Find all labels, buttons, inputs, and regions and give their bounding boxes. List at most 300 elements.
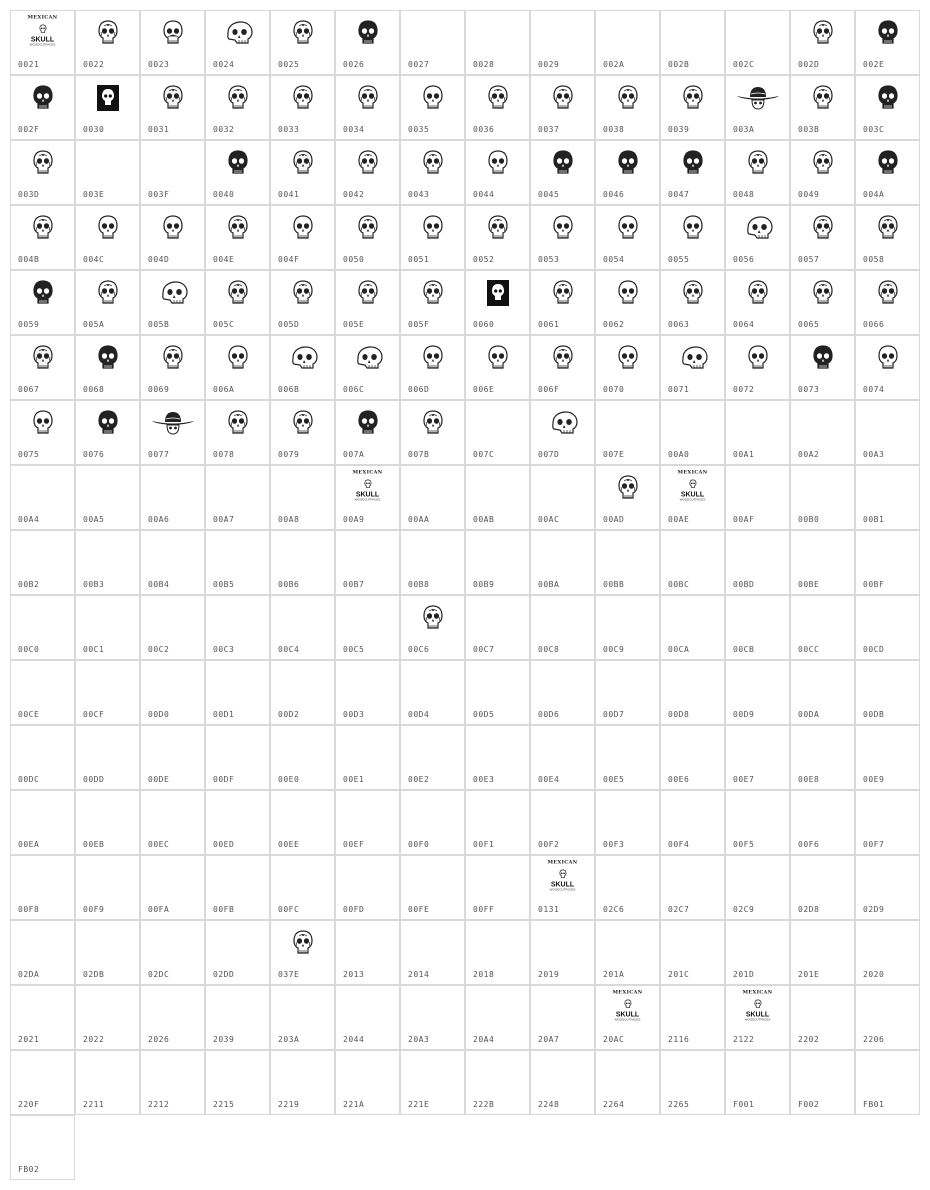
glyph-cell[interactable] bbox=[465, 75, 530, 140]
glyph-cell[interactable] bbox=[855, 10, 920, 75]
glyph-cell[interactable] bbox=[270, 140, 335, 205]
glyph-cell[interactable] bbox=[790, 1050, 855, 1115]
skull-ornate-icon bbox=[812, 215, 834, 241]
glyph-cell[interactable] bbox=[270, 530, 335, 595]
glyph-cell[interactable] bbox=[400, 1050, 465, 1115]
glyph-cell[interactable] bbox=[790, 920, 855, 985]
glyph-cell[interactable] bbox=[75, 595, 140, 660]
glyph-cell[interactable] bbox=[530, 985, 595, 1050]
glyph-cell[interactable] bbox=[855, 855, 920, 920]
glyph-cell[interactable] bbox=[465, 595, 530, 660]
glyph-cell[interactable] bbox=[270, 335, 335, 400]
glyph-cell[interactable] bbox=[855, 140, 920, 205]
glyph-cell[interactable] bbox=[75, 660, 140, 725]
glyph-cell[interactable] bbox=[205, 790, 270, 855]
glyph-cell[interactable] bbox=[725, 335, 790, 400]
glyph-cell[interactable] bbox=[140, 855, 205, 920]
glyph-cell[interactable] bbox=[270, 10, 335, 75]
skull-ornate-icon bbox=[812, 280, 834, 306]
glyph-cell[interactable] bbox=[660, 75, 725, 140]
skull-side-icon bbox=[353, 346, 383, 370]
glyph-cell[interactable] bbox=[335, 595, 400, 660]
glyph-cell[interactable] bbox=[140, 920, 205, 985]
glyph-code-label: 0032 bbox=[213, 125, 235, 134]
skull-outline-icon bbox=[292, 215, 314, 241]
glyph-cell[interactable] bbox=[335, 530, 400, 595]
glyph-cell[interactable] bbox=[465, 465, 530, 530]
glyph-code-label: 00C3 bbox=[213, 645, 235, 654]
glyph-cell[interactable] bbox=[660, 1050, 725, 1115]
skull-light-icon bbox=[292, 150, 314, 176]
glyph-cell[interactable] bbox=[400, 140, 465, 205]
glyph-cell[interactable] bbox=[660, 530, 725, 595]
glyph-code-label: 00F0 bbox=[408, 840, 430, 849]
glyph-cell[interactable] bbox=[205, 335, 270, 400]
glyph-cell[interactable] bbox=[75, 465, 140, 530]
glyph-cell[interactable] bbox=[335, 205, 400, 270]
glyph-cell[interactable] bbox=[10, 790, 75, 855]
glyph-cell[interactable] bbox=[140, 725, 205, 790]
glyph-code-label: F002 bbox=[798, 1100, 820, 1109]
glyph-cell[interactable] bbox=[660, 335, 725, 400]
glyph-code-label: 00F1 bbox=[473, 840, 495, 849]
glyph-cell[interactable] bbox=[595, 855, 660, 920]
glyph-cell[interactable] bbox=[140, 530, 205, 595]
glyph-cell[interactable] bbox=[465, 205, 530, 270]
glyph-cell[interactable] bbox=[140, 205, 205, 270]
glyph-cell[interactable] bbox=[270, 855, 335, 920]
glyph-cell[interactable] bbox=[400, 660, 465, 725]
mexican-skull-logo: MEXICAN SKULL WOODCUTFACES bbox=[547, 859, 578, 892]
glyph-cell[interactable] bbox=[335, 985, 400, 1050]
glyph-cell[interactable] bbox=[140, 1050, 205, 1115]
glyph-cell[interactable] bbox=[595, 75, 660, 140]
glyph-code-label: 00F4 bbox=[668, 840, 690, 849]
glyph-cell[interactable] bbox=[270, 725, 335, 790]
glyph-cell[interactable] bbox=[855, 725, 920, 790]
glyph-cell[interactable] bbox=[10, 140, 75, 205]
glyph-code-label: 00F7 bbox=[863, 840, 885, 849]
glyph-cell[interactable] bbox=[335, 75, 400, 140]
glyph-code-label: 0049 bbox=[798, 190, 820, 199]
glyph-cell[interactable] bbox=[595, 595, 660, 660]
glyph-cell[interactable] bbox=[660, 855, 725, 920]
glyph-cell[interactable] bbox=[205, 1050, 270, 1115]
glyph-cell[interactable] bbox=[530, 10, 595, 75]
skull-outline-icon bbox=[487, 345, 509, 371]
glyph-cell[interactable] bbox=[465, 400, 530, 465]
glyph-cell[interactable] bbox=[660, 270, 725, 335]
glyph-cell[interactable] bbox=[660, 140, 725, 205]
glyph-cell[interactable] bbox=[10, 10, 75, 75]
glyph-cell[interactable] bbox=[595, 1050, 660, 1115]
glyph-cell[interactable] bbox=[140, 335, 205, 400]
glyph-cell[interactable] bbox=[75, 270, 140, 335]
glyph-code-label: 004E bbox=[213, 255, 235, 264]
glyph-cell[interactable] bbox=[530, 400, 595, 465]
glyph-cell[interactable] bbox=[270, 920, 335, 985]
glyph-cell[interactable] bbox=[660, 920, 725, 985]
glyph-cell[interactable] bbox=[725, 660, 790, 725]
glyph-cell[interactable] bbox=[725, 205, 790, 270]
glyph-cell[interactable] bbox=[725, 855, 790, 920]
glyph-cell[interactable] bbox=[790, 530, 855, 595]
glyph-cell[interactable] bbox=[660, 660, 725, 725]
glyph-cell[interactable] bbox=[595, 465, 660, 530]
glyph-cell[interactable] bbox=[10, 595, 75, 660]
glyph-cell[interactable] bbox=[725, 465, 790, 530]
skull-dark-icon bbox=[877, 20, 899, 46]
glyph-code-label: 0021 bbox=[18, 60, 40, 69]
glyph-cell[interactable] bbox=[790, 75, 855, 140]
glyph-cell[interactable] bbox=[205, 140, 270, 205]
glyph-cell[interactable] bbox=[75, 920, 140, 985]
glyph-cell[interactable] bbox=[790, 270, 855, 335]
glyph-cell[interactable] bbox=[790, 985, 855, 1050]
glyph-cell[interactable] bbox=[335, 1050, 400, 1115]
glyph-code-label: 00A1 bbox=[733, 450, 755, 459]
glyph-cell[interactable] bbox=[10, 530, 75, 595]
glyph-code-label: 02DC bbox=[148, 970, 170, 979]
glyph-cell[interactable] bbox=[855, 205, 920, 270]
glyph-cell[interactable] bbox=[595, 270, 660, 335]
glyph-cell[interactable] bbox=[725, 530, 790, 595]
glyph-cell[interactable] bbox=[725, 595, 790, 660]
glyph-cell[interactable] bbox=[400, 725, 465, 790]
glyph-code-label: 006A bbox=[213, 385, 235, 394]
glyph-cell[interactable] bbox=[270, 270, 335, 335]
glyph-cell[interactable] bbox=[660, 400, 725, 465]
glyph-cell[interactable] bbox=[335, 790, 400, 855]
glyph-cell[interactable] bbox=[855, 1050, 920, 1115]
glyph-cell[interactable] bbox=[140, 75, 205, 140]
glyph-cell[interactable] bbox=[400, 920, 465, 985]
glyph-cell[interactable] bbox=[400, 270, 465, 335]
glyph-cell[interactable] bbox=[270, 985, 335, 1050]
glyph-cell[interactable] bbox=[725, 725, 790, 790]
glyph-cell[interactable] bbox=[10, 465, 75, 530]
glyph-cell[interactable] bbox=[725, 790, 790, 855]
glyph-cell[interactable] bbox=[530, 465, 595, 530]
glyph-cell[interactable] bbox=[855, 465, 920, 530]
glyph-cell[interactable] bbox=[140, 10, 205, 75]
skull-side-icon bbox=[548, 411, 578, 435]
glyph-cell[interactable] bbox=[725, 920, 790, 985]
glyph-cell[interactable] bbox=[75, 725, 140, 790]
glyph-code-label: 0024 bbox=[213, 60, 235, 69]
glyph-cell[interactable] bbox=[270, 400, 335, 465]
glyph-cell[interactable] bbox=[140, 465, 205, 530]
skull-outline-icon bbox=[422, 215, 444, 241]
glyph-cell[interactable] bbox=[855, 920, 920, 985]
glyph-cell[interactable] bbox=[530, 530, 595, 595]
glyph-cell[interactable] bbox=[75, 985, 140, 1050]
glyph-code-label: 00DD bbox=[83, 775, 105, 784]
glyph-cell[interactable] bbox=[790, 335, 855, 400]
glyph-cell[interactable] bbox=[140, 985, 205, 1050]
glyph-cell[interactable] bbox=[465, 10, 530, 75]
glyph-cell[interactable] bbox=[725, 140, 790, 205]
skull-ornate-icon bbox=[357, 150, 379, 176]
glyph-cell[interactable] bbox=[10, 400, 75, 465]
glyph-cell[interactable] bbox=[335, 465, 400, 530]
glyph-cell[interactable] bbox=[10, 725, 75, 790]
glyph-cell[interactable] bbox=[530, 595, 595, 660]
glyph-code-label: 2039 bbox=[213, 1035, 235, 1044]
glyph-cell[interactable] bbox=[790, 10, 855, 75]
glyph-cell[interactable] bbox=[595, 400, 660, 465]
glyph-cell[interactable] bbox=[75, 530, 140, 595]
glyph-cell[interactable] bbox=[855, 660, 920, 725]
glyph-cell[interactable] bbox=[270, 660, 335, 725]
glyph-cell[interactable] bbox=[595, 205, 660, 270]
glyph-cell[interactable] bbox=[140, 400, 205, 465]
glyph-cell[interactable] bbox=[10, 855, 75, 920]
glyph-cell[interactable] bbox=[400, 530, 465, 595]
glyph-cell[interactable] bbox=[205, 10, 270, 75]
glyph-code-label: 002F bbox=[18, 125, 40, 134]
glyph-cell[interactable] bbox=[140, 790, 205, 855]
glyph-cell[interactable] bbox=[465, 1050, 530, 1115]
glyph-cell[interactable] bbox=[855, 75, 920, 140]
glyph-cell[interactable] bbox=[75, 790, 140, 855]
glyph-cell[interactable] bbox=[660, 10, 725, 75]
glyph-cell[interactable] bbox=[400, 595, 465, 660]
glyph-cell[interactable] bbox=[10, 75, 75, 140]
glyph-cell[interactable] bbox=[75, 75, 140, 140]
glyph-cell[interactable] bbox=[790, 140, 855, 205]
glyph-code-label: 00BE bbox=[798, 580, 820, 589]
glyph-code-label: 201E bbox=[798, 970, 820, 979]
glyph-cell[interactable] bbox=[595, 790, 660, 855]
glyph-cell[interactable] bbox=[855, 985, 920, 1050]
glyph-cell[interactable] bbox=[725, 75, 790, 140]
glyph-cell[interactable] bbox=[335, 335, 400, 400]
glyph-cell[interactable] bbox=[400, 205, 465, 270]
glyph-code-label: 00D1 bbox=[213, 710, 235, 719]
glyph-cell[interactable] bbox=[465, 725, 530, 790]
glyph-cell[interactable] bbox=[205, 530, 270, 595]
glyph-cell[interactable] bbox=[855, 400, 920, 465]
glyph-cell[interactable] bbox=[335, 270, 400, 335]
glyph-code-label: 006F bbox=[538, 385, 560, 394]
glyph-cell[interactable] bbox=[725, 10, 790, 75]
skull-dark-icon bbox=[812, 345, 834, 371]
glyph-cell[interactable] bbox=[205, 205, 270, 270]
glyph-cell[interactable] bbox=[855, 595, 920, 660]
glyph-cell[interactable] bbox=[270, 595, 335, 660]
glyph-code-label: 0036 bbox=[473, 125, 495, 134]
glyph-cell[interactable] bbox=[530, 75, 595, 140]
glyph-cell[interactable] bbox=[465, 790, 530, 855]
glyph-cell[interactable] bbox=[855, 790, 920, 855]
glyph-cell[interactable] bbox=[205, 595, 270, 660]
glyph-code-label: 00E7 bbox=[733, 775, 755, 784]
glyph-cell[interactable] bbox=[270, 790, 335, 855]
glyph-cell[interactable] bbox=[530, 335, 595, 400]
skull-outline-icon bbox=[877, 345, 899, 371]
glyph-cell[interactable] bbox=[140, 270, 205, 335]
glyph-cell[interactable] bbox=[205, 465, 270, 530]
glyph-cell[interactable] bbox=[530, 660, 595, 725]
glyph-cell[interactable] bbox=[10, 205, 75, 270]
glyph-cell[interactable] bbox=[530, 140, 595, 205]
glyph-cell[interactable] bbox=[270, 465, 335, 530]
glyph-cell[interactable] bbox=[790, 465, 855, 530]
glyph-cell[interactable] bbox=[75, 1050, 140, 1115]
glyph-cell[interactable] bbox=[205, 270, 270, 335]
glyph-cell[interactable] bbox=[75, 205, 140, 270]
glyph-cell[interactable] bbox=[530, 790, 595, 855]
glyph-cell[interactable] bbox=[660, 465, 725, 530]
glyph-cell[interactable] bbox=[530, 1050, 595, 1115]
glyph-code-label: 00B4 bbox=[148, 580, 170, 589]
glyph-cell[interactable] bbox=[205, 920, 270, 985]
glyph-cell[interactable] bbox=[400, 465, 465, 530]
glyph-cell[interactable] bbox=[465, 920, 530, 985]
glyph-cell[interactable] bbox=[595, 10, 660, 75]
glyph-cell[interactable] bbox=[205, 400, 270, 465]
glyph-cell[interactable] bbox=[205, 75, 270, 140]
glyph-code-label: 00D0 bbox=[148, 710, 170, 719]
glyph-code-label: 2013 bbox=[343, 970, 365, 979]
glyph-cell[interactable] bbox=[595, 140, 660, 205]
glyph-cell[interactable] bbox=[530, 920, 595, 985]
glyph-cell[interactable] bbox=[335, 10, 400, 75]
glyph-code-label: 2122 bbox=[733, 1035, 755, 1044]
glyph-cell[interactable] bbox=[660, 205, 725, 270]
glyph-cell[interactable] bbox=[660, 985, 725, 1050]
glyph-code-label: 002B bbox=[668, 60, 690, 69]
glyph-cell[interactable] bbox=[400, 10, 465, 75]
glyph-cell[interactable] bbox=[75, 10, 140, 75]
glyph-cell[interactable] bbox=[855, 335, 920, 400]
glyph-code-label: 037E bbox=[278, 970, 300, 979]
glyph-cell[interactable] bbox=[790, 855, 855, 920]
glyph-cell[interactable] bbox=[400, 790, 465, 855]
glyph-cell[interactable] bbox=[400, 400, 465, 465]
glyph-code-label: 0043 bbox=[408, 190, 430, 199]
glyph-cell[interactable] bbox=[140, 595, 205, 660]
glyph-cell[interactable] bbox=[335, 855, 400, 920]
glyph-code-label: 0078 bbox=[213, 450, 235, 459]
glyph-cell[interactable] bbox=[855, 530, 920, 595]
glyph-cell[interactable] bbox=[465, 530, 530, 595]
glyph-code-label: 0067 bbox=[18, 385, 40, 394]
glyph-cell[interactable] bbox=[790, 205, 855, 270]
glyph-cell[interactable] bbox=[595, 920, 660, 985]
glyph-cell[interactable] bbox=[465, 985, 530, 1050]
glyph-cell[interactable] bbox=[790, 595, 855, 660]
glyph-code-label: 0044 bbox=[473, 190, 495, 199]
glyph-cell[interactable] bbox=[140, 660, 205, 725]
glyph-code-label: 0051 bbox=[408, 255, 430, 264]
glyph-code-label: 00A7 bbox=[213, 515, 235, 524]
glyph-cell[interactable] bbox=[10, 335, 75, 400]
glyph-cell[interactable] bbox=[75, 140, 140, 205]
glyph-code-label: 0023 bbox=[148, 60, 170, 69]
glyph-code-label: 00BD bbox=[733, 580, 755, 589]
skull-ornate-icon bbox=[227, 85, 249, 111]
glyph-cell[interactable] bbox=[465, 140, 530, 205]
glyph-code-label: 2212 bbox=[148, 1100, 170, 1109]
glyph-cell[interactable] bbox=[465, 335, 530, 400]
glyph-cell[interactable] bbox=[75, 400, 140, 465]
glyph-cell[interactable] bbox=[465, 660, 530, 725]
glyph-cell[interactable] bbox=[400, 75, 465, 140]
glyph-cell[interactable] bbox=[270, 1050, 335, 1115]
glyph-cell[interactable] bbox=[205, 855, 270, 920]
glyph-cell[interactable] bbox=[335, 140, 400, 205]
glyph-cell[interactable] bbox=[205, 660, 270, 725]
glyph-cell[interactable] bbox=[400, 855, 465, 920]
glyph-cell[interactable] bbox=[855, 270, 920, 335]
glyph-cell[interactable] bbox=[140, 140, 205, 205]
glyph-cell[interactable] bbox=[660, 725, 725, 790]
glyph-cell[interactable] bbox=[660, 790, 725, 855]
glyph-cell[interactable] bbox=[400, 335, 465, 400]
glyph-cell[interactable] bbox=[205, 985, 270, 1050]
glyph-cell[interactable] bbox=[595, 530, 660, 595]
glyph-cell[interactable] bbox=[10, 920, 75, 985]
glyph-cell[interactable] bbox=[465, 855, 530, 920]
glyph-cell[interactable] bbox=[595, 725, 660, 790]
glyph-cell[interactable] bbox=[530, 270, 595, 335]
glyph-cell[interactable] bbox=[335, 725, 400, 790]
glyph-cell[interactable] bbox=[75, 335, 140, 400]
glyph-cell[interactable] bbox=[10, 1050, 75, 1115]
glyph-cell[interactable] bbox=[660, 595, 725, 660]
glyph-cell[interactable] bbox=[335, 660, 400, 725]
glyph-code-label: 0079 bbox=[278, 450, 300, 459]
glyph-cell[interactable] bbox=[725, 1050, 790, 1115]
glyph-cell[interactable] bbox=[790, 725, 855, 790]
glyph-cell[interactable] bbox=[10, 270, 75, 335]
glyph-cell[interactable] bbox=[10, 1115, 75, 1180]
glyph-code-label: 00AA bbox=[408, 515, 430, 524]
glyph-code-label: 00ED bbox=[213, 840, 235, 849]
glyph-cell[interactable] bbox=[10, 985, 75, 1050]
glyph-cell[interactable] bbox=[335, 400, 400, 465]
glyph-cell[interactable] bbox=[790, 790, 855, 855]
glyph-cell[interactable] bbox=[790, 400, 855, 465]
glyph-cell[interactable] bbox=[335, 920, 400, 985]
glyph-code-label: FB01 bbox=[863, 1100, 885, 1109]
glyph-code-label: 00B7 bbox=[343, 580, 365, 589]
glyph-cell[interactable] bbox=[530, 855, 595, 920]
glyph-cell[interactable] bbox=[10, 660, 75, 725]
glyph-cell[interactable] bbox=[465, 270, 530, 335]
glyph-cell[interactable] bbox=[530, 725, 595, 790]
glyph-cell[interactable] bbox=[595, 660, 660, 725]
skull-outline-icon bbox=[422, 85, 444, 111]
glyph-code-label: 0028 bbox=[473, 60, 495, 69]
glyph-cell[interactable] bbox=[270, 75, 335, 140]
glyph-cell[interactable] bbox=[725, 270, 790, 335]
glyph-cell[interactable] bbox=[725, 400, 790, 465]
glyph-cell[interactable] bbox=[530, 205, 595, 270]
glyph-code-label: 02DA bbox=[18, 970, 40, 979]
glyph-cell[interactable] bbox=[725, 985, 790, 1050]
glyph-cell[interactable] bbox=[400, 985, 465, 1050]
glyph-cell[interactable] bbox=[790, 660, 855, 725]
glyph-code-label: 00B3 bbox=[83, 580, 105, 589]
glyph-cell[interactable] bbox=[75, 855, 140, 920]
glyph-cell[interactable] bbox=[595, 335, 660, 400]
glyph-cell[interactable] bbox=[270, 205, 335, 270]
glyph-cell[interactable] bbox=[205, 725, 270, 790]
glyph-cell[interactable] bbox=[595, 985, 660, 1050]
